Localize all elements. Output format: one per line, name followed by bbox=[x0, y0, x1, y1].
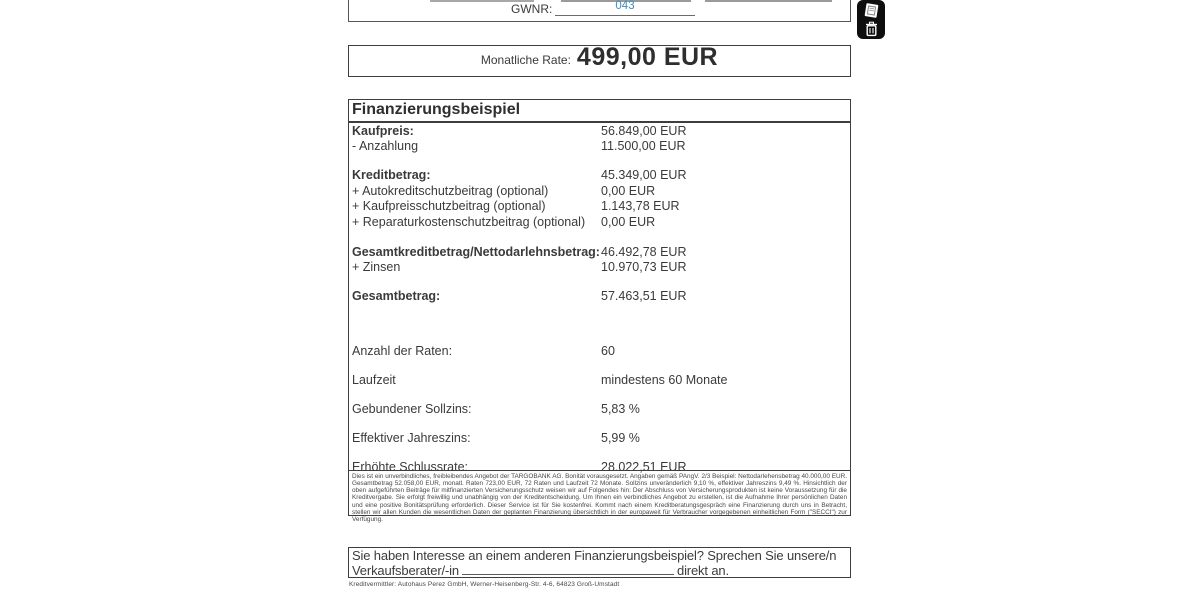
row-value: 60 bbox=[601, 344, 615, 358]
row-value: 57.463,51 EUR bbox=[601, 289, 687, 303]
row-value: 10.970,73 EUR bbox=[601, 260, 687, 274]
row-value: 28.022,51 EUR bbox=[601, 460, 687, 474]
table-row bbox=[352, 289, 848, 304]
table-row bbox=[352, 373, 848, 388]
row-label: Anzahl der Raten: bbox=[352, 344, 453, 358]
table-row bbox=[352, 184, 848, 199]
document-scan-icon[interactable] bbox=[863, 2, 880, 19]
advisor-interest-box bbox=[348, 547, 851, 578]
table-row bbox=[352, 139, 848, 154]
table-row bbox=[352, 260, 848, 275]
row-value: 46.492,78 EUR bbox=[601, 245, 687, 259]
gwnr-field[interactable]: 043 bbox=[555, 0, 695, 16]
row-value: 5,83 % bbox=[601, 402, 640, 416]
advisor-label: Verkaufsberater/-in bbox=[352, 563, 459, 578]
row-value: mindestens 60 Monate bbox=[601, 373, 728, 387]
row-value: 45.349,00 EUR bbox=[601, 168, 687, 182]
fine-print: Dies ist ein unverbindliches, freibleibendes Angebot der TARGOBANK AG. Bonität vorausgesetzt. Angaben gemäß PAngV. 2/3 Beispiel: Nettodarlehensbetrag 40.000,00 EUR. Gesamtbetrag 52.058,00 EUR, monatl. Raten 723,00 EUR, 72 Raten und Laufzeit 72 Monate. Sollzins unveränderlich 9,10 %, effektiver Jahreszins 9,49 %. Hinsichtlich der oben aufgeführten Beiträge für mitfinanzierten Versicherungsschutz weisen wir auf Folgendes hin: Der Abschluss von Versicherungsprodukten ist keine Voraussetzung für die Kreditvergabe. Sie erfolgt freiwillig und unabhängig von der Kreditentscheidung. Um Ihnen ein verbindliches Angebot zu erstellen, ist die Aufnahme Ihrer persönlichen Daten und eine positive Bonitätsprüfung erforderlich. Dieser Service ist für Sie kostenfrei. Kommt nach einem Kreditberatungsgespräch eine Finanzierung durch uns in Betracht, stellen wir allen Kunden die wesentlichen Daten der geplanten Finanzierung übersichtlich in der europaweit für Verbraucher vorgegebenen einheitlichen Form ("SECCI") zur Verfügung. bbox=[349, 470, 850, 515]
row-label: Laufzeit bbox=[352, 373, 396, 387]
interest-line2-suffix: direkt an. bbox=[676, 563, 729, 578]
interest-line2 bbox=[352, 562, 847, 578]
advisor-name-field[interactable] bbox=[462, 562, 674, 575]
row-label: Effektiver Jahreszins: bbox=[352, 431, 471, 445]
row-label: Kaufpreis: bbox=[352, 124, 414, 138]
row-label: Gebundener Sollzins: bbox=[352, 402, 472, 416]
table-row bbox=[352, 124, 848, 139]
monthly-rate-value: 499,00 EUR bbox=[576, 43, 719, 71]
row-label: + Reparaturkostenschutzbeitrag (optional) bbox=[352, 215, 586, 229]
row-value: 1.143,78 EUR bbox=[601, 199, 680, 213]
row-value: 0,00 EUR bbox=[601, 184, 656, 198]
gwnr-label: GWNR: bbox=[511, 2, 553, 16]
row-label: - Anzahlung bbox=[352, 139, 419, 153]
table-row bbox=[352, 431, 848, 446]
financing-example-box bbox=[348, 99, 851, 524]
table-row bbox=[352, 344, 848, 359]
monthly-rate-label: Monatliche Rate: bbox=[480, 53, 571, 67]
trash-icon[interactable] bbox=[864, 21, 879, 37]
row-label: + Kaufpreisschutzbeitrag (optional) bbox=[352, 199, 546, 213]
row-label: Kreditbetrag: bbox=[352, 168, 431, 182]
row-label: + Autokreditschutzbeitrag (optional) bbox=[352, 184, 549, 198]
row-value: 11.500,00 EUR bbox=[601, 139, 686, 153]
table-row bbox=[352, 168, 848, 183]
table-row bbox=[352, 215, 848, 230]
credit-broker-note: Kreditvermittler: Autohaus Perez GmbH, Werner-Heisenberg-Str. 4-6, 64823 Groß-Umstadt bbox=[349, 581, 620, 588]
floating-toolbar bbox=[857, 0, 885, 39]
row-label: Gesamtbetrag: bbox=[352, 289, 441, 303]
row-value: 0,00 EUR bbox=[601, 215, 656, 229]
table-row bbox=[352, 402, 848, 417]
row-label: + Zinsen bbox=[352, 260, 401, 274]
financing-title: Finanzierungsbeispiel bbox=[349, 100, 850, 123]
row-label: Erhöhte Schlussrate: bbox=[352, 460, 469, 474]
row-value: 56.849,00 EUR bbox=[601, 124, 687, 138]
table-row bbox=[352, 199, 848, 214]
gwnr-box bbox=[348, 0, 851, 22]
table-row bbox=[352, 245, 848, 260]
interest-line1: Sie haben Interesse an einem anderen Finanzierungsbeispiel? Sprechen Sie unsere/n bbox=[352, 548, 837, 563]
row-value: 5,99 % bbox=[601, 431, 640, 445]
monthly-rate-box bbox=[348, 45, 851, 77]
row-label: Gesamtkreditbetrag/Nettodarlehnsbetrag: bbox=[352, 245, 600, 259]
clipped-field-line bbox=[705, 0, 832, 2]
